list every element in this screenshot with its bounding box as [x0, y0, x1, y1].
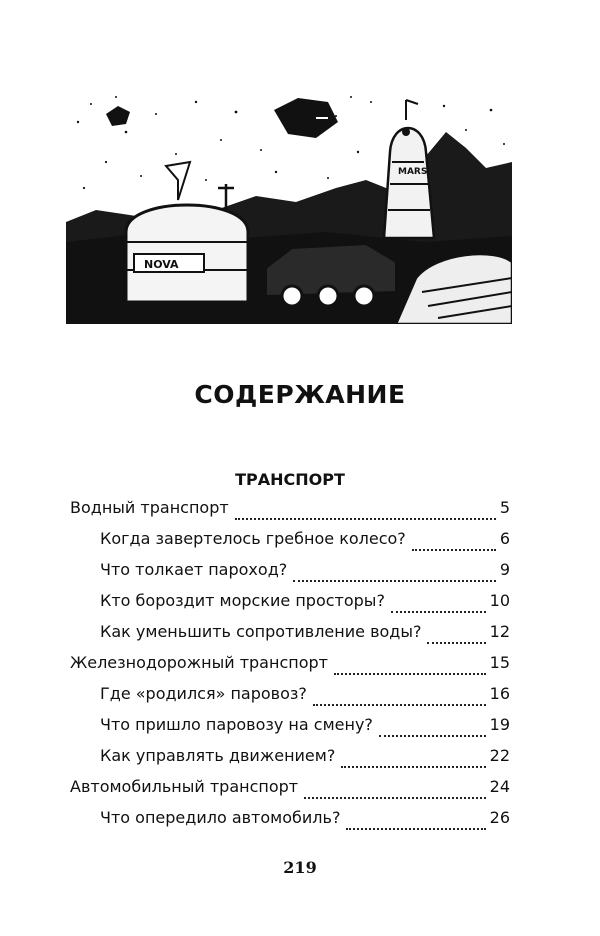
dot-leader	[391, 610, 486, 613]
tower-label: MARS	[398, 167, 428, 177]
toc-entry-page: 26	[489, 808, 510, 827]
toc-entry[interactable]	[70, 777, 510, 805]
dot-leader	[293, 579, 496, 582]
page-title: СОДЕРЖАНИЕ	[194, 380, 406, 409]
toc-entry-page: 5	[499, 498, 510, 517]
section-title: ТРАНСПОРТ	[235, 470, 345, 489]
illustration-svg	[66, 92, 512, 324]
toc-entry[interactable]	[100, 622, 510, 650]
toc-entry[interactable]	[100, 529, 510, 557]
toc-entry-page: 19	[489, 715, 510, 734]
toc-entry[interactable]	[100, 684, 510, 712]
toc-entry-title: Когда завертелось гребное колесо?	[100, 529, 406, 548]
toc-entry[interactable]	[100, 808, 510, 836]
toc-entry-title: Кто бороздит морские просторы?	[100, 591, 385, 610]
toc-entry-title: Как уменьшить сопротивление воды?	[100, 622, 422, 641]
toc-entry-title: Что толкает пароход?	[100, 560, 288, 579]
toc-entry[interactable]	[70, 653, 510, 681]
dot-leader	[334, 672, 486, 675]
toc-entry-page: 15	[489, 653, 510, 672]
toc-entry-title: Как управлять движением?	[100, 746, 336, 765]
dot-leader	[313, 703, 486, 706]
dot-leader	[379, 734, 486, 737]
page-number: 219	[283, 858, 317, 877]
toc-entry-title: Что опередило автомобиль?	[100, 808, 341, 827]
toc-entry-title: Водный транспорт	[70, 498, 229, 517]
toc-entry-title: Автомобильный транспорт	[70, 777, 299, 796]
toc-entry-page: 6	[499, 529, 510, 548]
toc-entry[interactable]	[100, 715, 510, 743]
dot-leader	[427, 641, 485, 644]
toc-entry-page: 24	[489, 777, 510, 796]
dot-leader	[341, 765, 485, 768]
dot-leader	[346, 827, 485, 830]
toc-entry-page: 16	[489, 684, 510, 703]
toc-entry-page: 9	[499, 560, 510, 579]
toc-entry-title: Где «родился» паровоз?	[100, 684, 307, 703]
toc-entry[interactable]	[70, 498, 510, 526]
toc-entry-title: Железнодорожный транспорт	[70, 653, 328, 672]
toc-entry[interactable]	[100, 746, 510, 774]
toc-entry[interactable]	[100, 591, 510, 619]
toc-entry[interactable]	[100, 560, 510, 588]
toc-entry-page: 10	[489, 591, 510, 610]
dot-leader	[412, 548, 496, 551]
toc-entry-title: Что пришло паровозу на смену?	[100, 715, 373, 734]
dot-leader	[304, 796, 486, 799]
dome-label: NOVA	[144, 258, 179, 271]
dot-leader	[235, 517, 496, 520]
space-colony-illustration	[66, 92, 512, 324]
toc-entry-page: 22	[489, 746, 510, 765]
toc-entry-page: 12	[489, 622, 510, 641]
